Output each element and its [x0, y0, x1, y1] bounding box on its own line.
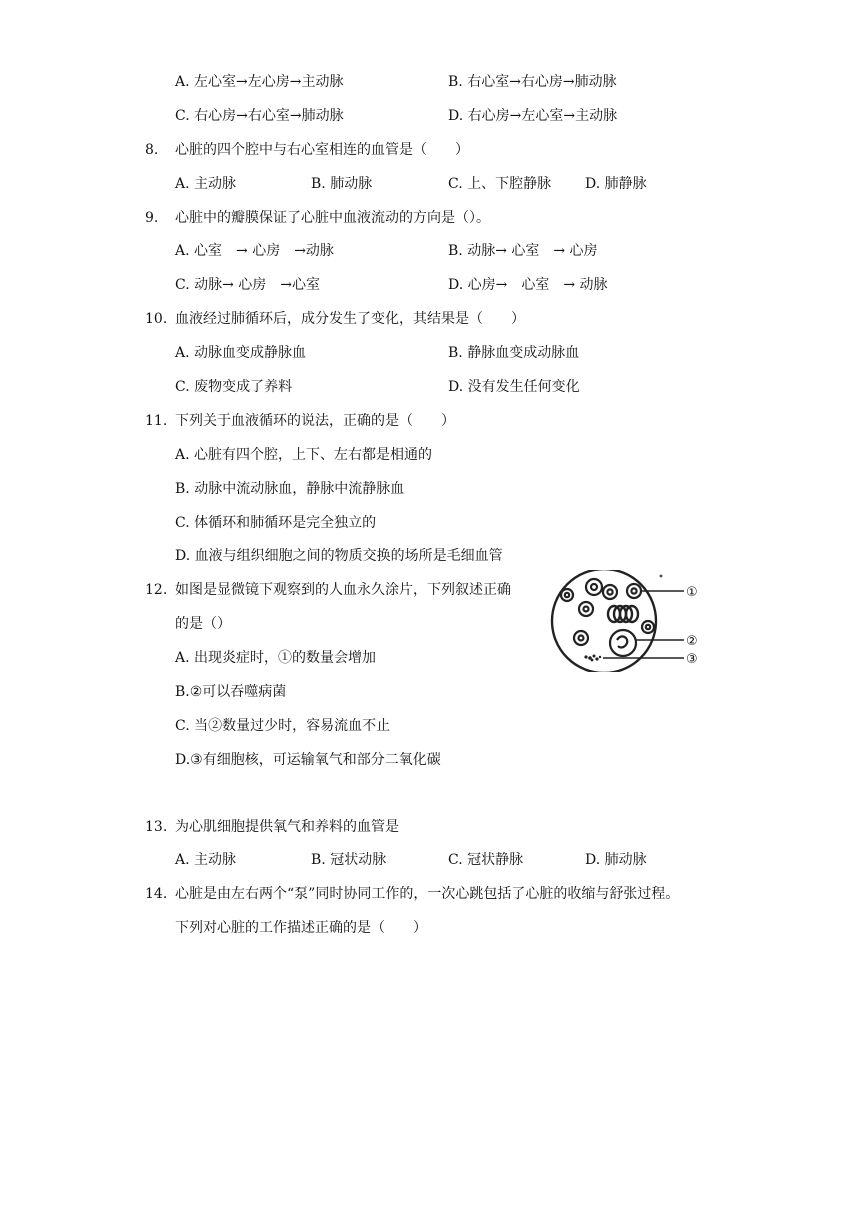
q8-option-d: D. 肺静脉	[585, 176, 647, 192]
q10-option-d: D. 没有发生任何变化	[448, 379, 580, 395]
q9-option-c: C. 动脉→ 心房 →心室	[175, 277, 321, 293]
q9-option-d: D. 心房→ 心室 → 动脉	[448, 277, 608, 293]
q13-option-b: B. 冠状动脉	[311, 852, 387, 868]
q13-option-c: C. 冠状静脉	[448, 852, 524, 868]
figure-label-3: ③	[686, 652, 698, 667]
q12-option-b: B.②可以吞噬病菌	[175, 684, 287, 700]
q7-option-a: A. 左心室→左心房→主动脉	[175, 74, 344, 90]
q8-option-b: B. 肺动脉	[311, 176, 373, 192]
q11-stem: 下列关于血液循环的说法，正确的是（ ）	[175, 413, 455, 429]
q10-number: 10.	[145, 311, 168, 327]
q10-stem: 血液经过肺循环后，成分发生了变化，其结果是（ ）	[175, 311, 525, 327]
q13-option-a: A. 主动脉	[175, 852, 237, 868]
q11-number: 11.	[145, 413, 168, 429]
q8-stem: 心脏的四个腔中与右心室相连的血管是（ ）	[175, 142, 469, 158]
stacked-red-cells	[608, 606, 638, 622]
q7-option-d: D. 右心房→左心室→主动脉	[448, 108, 618, 124]
q14-number: 14.	[145, 886, 168, 902]
platelets	[584, 655, 601, 662]
microscope-field	[552, 570, 656, 672]
q10-option-c: C. 废物变成了养料	[175, 379, 293, 395]
figure-label-1: ①	[686, 585, 698, 600]
q12-stem-line2: 的是（）	[175, 616, 231, 632]
q14-stem-line1: 心脏是由左右两个“泵”同时协同工作的，一次心跳包括了心脏的收缩与舒张过程。	[175, 886, 680, 902]
q11-option-b: B. 动脉中流动脉血，静脉中流静脉血	[175, 481, 405, 497]
q7-option-b: B. 右心室→右心房→肺动脉	[448, 74, 617, 90]
q13-number: 13.	[145, 819, 168, 835]
q11-option-c: C. 体循环和肺循环是完全独立的	[175, 515, 377, 531]
q12-number: 12.	[145, 582, 168, 598]
blood-smear-figure	[548, 570, 708, 672]
q12-stem-line1: 如图是显微镜下观察到的人血永久涂片，下列叙述正确	[175, 582, 511, 598]
q7-option-c: C. 右心房→右心室→肺动脉	[175, 108, 344, 124]
q9-number: 9.	[145, 210, 159, 226]
q12-option-c: C. 当②数量过少时，容易流血不止	[175, 718, 391, 734]
q12-option-d: D.③有细胞核，可运输氧气和部分二氧化碳	[175, 752, 441, 768]
q8-option-a: A. 主动脉	[175, 176, 237, 192]
q8-number: 8.	[145, 142, 159, 158]
figure-label-2: ②	[686, 634, 698, 649]
q9-option-a: A. 心室 → 心房 →动脉	[175, 243, 334, 259]
q12-option-a: A. 出现炎症时，①的数量会增加	[175, 650, 377, 666]
q13-option-d: D. 肺动脉	[585, 852, 647, 868]
q14-stem-line2: 下列对心脏的工作描述正确的是（ ）	[175, 920, 427, 936]
q10-option-b: B. 静脉血变成动脉血	[448, 345, 580, 361]
white-blood-cell	[610, 630, 636, 656]
q8-option-c: C. 上、下腔静脉	[448, 176, 552, 192]
q13-stem: 为心肌细胞提供氧气和养料的血管是	[175, 819, 399, 835]
q11-option-a: A. 心脏有四个腔，上下、左右都是相通的	[175, 447, 433, 463]
q9-stem: 心脏中的瓣膜保证了心脏中血液流动的方向是（）。	[175, 210, 490, 226]
q11-option-d: D. 血液与组织细胞之间的物质交换的场所是毛细血管	[175, 548, 503, 564]
q9-option-b: B. 动脉→ 心室 → 心房	[448, 243, 598, 259]
q10-option-a: A. 动脉血变成静脉血	[175, 345, 307, 361]
